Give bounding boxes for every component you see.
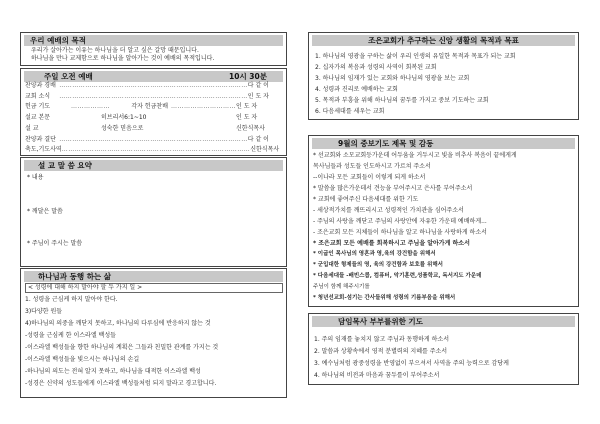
life-line: -이스라엘 백성들을 빛으시는 하나님의 손길	[25, 356, 140, 363]
worship-row: 교회 소식 …………………………………………………………………………… 인 도 자	[25, 92, 282, 103]
worship-leader: 다 같 이	[247, 135, 269, 143]
pastor-prayer-item: 1. 주의 임재를 놓치지 않고 주님과 동행하게 하소서	[314, 336, 449, 343]
life-line: -성경은 신약의 성도들에게 이스라엘 백성들처럼 되지 말라고 경고합니다.	[25, 380, 217, 387]
pastor-prayer-title: 담임목사 부부를위한 기도	[312, 316, 575, 327]
church-goal-title: 조은교회가 추구하는 신앙 생활의 목적과 목표	[312, 35, 575, 46]
life-line: -성령을 근심케 한 이스라엘 백성들	[25, 332, 116, 339]
goal-item: 2. 십자가의 복음과 성령의 사역이 회복된 교회	[315, 64, 437, 71]
life-line: -하나님의 의도는 전혀 알지 못하고, 하나님을 대적한 이스라엘 백성	[25, 368, 201, 375]
prayer-line: 주님이 함께 해주시기를	[313, 284, 370, 290]
life-with-god-title: 하나님과 동행 하는 삶	[24, 271, 283, 282]
life-line: 4)하나님의 의중을 깨닫지 못하고, 하나님의 다루심에 반응하지 않는 것	[25, 320, 211, 327]
worship-item: 찬양과 경배	[25, 82, 56, 89]
worship-row: 찬양과 결단 …………………………………………………………………………… 다 같 이	[25, 135, 282, 146]
worship-detail: 히브리서6:1~10	[101, 114, 147, 122]
life-subtitle: < 성령에 대해 하지 말아야 할 두 가지 일 >	[25, 283, 283, 293]
church-goal-box	[308, 32, 579, 120]
prayer-line: * 말씀을 많은가운데서 견능을 부어주시고 은사를 부어주소서	[313, 185, 473, 192]
prayer-line: * 이굽인 목사님의 영혼과 영,육의 강건함을 위해서	[313, 251, 436, 257]
pastor-prayer-box	[308, 313, 579, 385]
worship-row	[25, 124, 282, 135]
prayer-line: --이나라 모든 교회들이 이렇게 되게 하소서	[313, 174, 426, 181]
prayer-topics-box	[308, 135, 579, 307]
worship-leader: 신한식목사	[236, 124, 265, 132]
prayer-line: * 선교회와 소모교회등가운데 어두움을 거두시고 빛을 비추사 복음이 끝에게게	[313, 152, 517, 159]
sermon-bullet: * 깨달은 말씀	[27, 208, 63, 215]
worship-item: 축도,기도사역	[25, 146, 62, 154]
prayer-line: - 주님의 사랑을 깨닫고 주님의 사랑안에 자유한 가운데 예배하게...	[313, 218, 487, 225]
prayer-line: 목사님들과 성도들 인도하시고 가르쳐 주소서	[313, 163, 431, 170]
worship-leader: 신한식목사	[250, 146, 280, 154]
goal-item: 5. 목적과 부흥을 위해 하나님의 꿈두를 가지고 중보 기도하는 교회	[315, 97, 489, 104]
worship-item: 헌금 기도	[25, 103, 51, 111]
pastor-prayer-item: 4. 하나님의 비전과 마음과 꿈두를이 부어주소서	[314, 372, 440, 379]
prayer-line: - 조은교회 모든 지체들이 하나님을 알고 하나님을 사랑하게 하소서	[313, 229, 487, 236]
pastor-prayer-item: 3. 예수님처럼 광중성령을 반영없이 부으셔서 사역을 주의 능력으로 감당케	[314, 360, 509, 367]
prayer-line: * 교회에 좋여주신 다음세대를 위한 기도	[313, 196, 419, 203]
prayer-line: * 청년선교회-섬기는 간사들위해 성령의 기름부음을 위해서	[313, 295, 456, 301]
worship-row	[25, 113, 282, 124]
worship-order-title: 주일 오전 예배	[44, 72, 93, 81]
prayer-line: * 조은교회 모든 예배를 회복하시고 주님을 알아가게 하소서	[313, 240, 470, 247]
worship-purpose-box	[20, 32, 287, 66]
sermon-summary-title: 설 교 말 씀 요약	[24, 160, 283, 171]
goal-item: 3. 하나님의 임재가 있는 교회와 하나님의 영광을 보는 교회	[315, 75, 470, 82]
worship-detail: 각자 헌금찬배	[131, 103, 168, 111]
worship-row: 헌금 기도 ……………… 각자 헌금찬배 ………………………… 인 도 자	[25, 102, 282, 113]
worship-item: 찬양과 결단	[25, 135, 56, 143]
worship-leader: 다 같 이	[247, 82, 269, 89]
worship-item: 교회 소식	[25, 92, 51, 100]
worship-order-box	[20, 68, 287, 156]
goal-item: 1. 하나님의 영광을 구하는 삶이 우리 인생의 유일한 목적과 목표가 되는 교회	[315, 53, 516, 60]
prayer-line: * 군입대한 형제들의 영, 육의 강건함과 보호를 위해서	[313, 262, 443, 268]
worship-row: 찬양과 경배 …………………………………………………………………………… 다 같 이	[25, 81, 282, 92]
goal-item: 6. 다음세대를 세우는 교회	[315, 108, 385, 115]
goal-item: 4. 성령과 진리로 예배하는 교회	[315, 86, 398, 93]
purpose-line: 우리가 살아가는 이유는 하나님을 더 알고 싶은 갈망 때문입니다.	[31, 47, 199, 54]
worship-leader: 인 도 자	[236, 114, 258, 122]
prayer-line: * 다음세대들 -배빈스콥, 컴퓨터, 악기훈련,성품학교, 독서지도 가운데	[313, 273, 482, 279]
sermon-summary-box	[20, 157, 287, 267]
prayer-topics-title: 9월의 중보기도 제목 및 감동	[312, 138, 575, 149]
prayer-line: - 세상적가치를 깨뜨리시고 성령적인 가치관을 심어주소서	[313, 207, 464, 214]
worship-purpose-title: 우리 예배의 목적	[24, 35, 283, 46]
sermon-bullet: * 주님이 주시는 말씀	[27, 240, 83, 247]
worship-item: 설교 본문	[25, 114, 51, 122]
sermon-bullet: * 내용	[27, 174, 44, 181]
worship-detail: 성숙한 믿음으로	[101, 124, 144, 132]
worship-row: 축도,기도사역 …………………………………………………………………………… 신한식목사	[25, 145, 282, 156]
life-line: 3)다양한 원들	[25, 308, 63, 315]
pastor-prayer-item: 2. 말씀과 상황속에서 영적 분별력의 지혜를 주소서	[314, 348, 448, 355]
life-with-god-box	[20, 268, 287, 398]
worship-time: 10시 30분	[229, 72, 267, 81]
life-line: -이스라엘 백성들을 향한 하나님의 계획은 그들과 친밀한 관계를 가지는 것	[25, 344, 219, 351]
life-line: 1. 성령을 근심케 하지 말아야 한다.	[25, 296, 118, 303]
worship-item: 설 교	[25, 124, 39, 132]
worship-leader: 인 도 자	[236, 103, 258, 111]
purpose-line: 하나님을 만나 교제함으로 하나님을 알아가는 것이 예배의 목적입니다.	[31, 55, 215, 63]
worship-leader: 인 도 자	[247, 92, 269, 100]
